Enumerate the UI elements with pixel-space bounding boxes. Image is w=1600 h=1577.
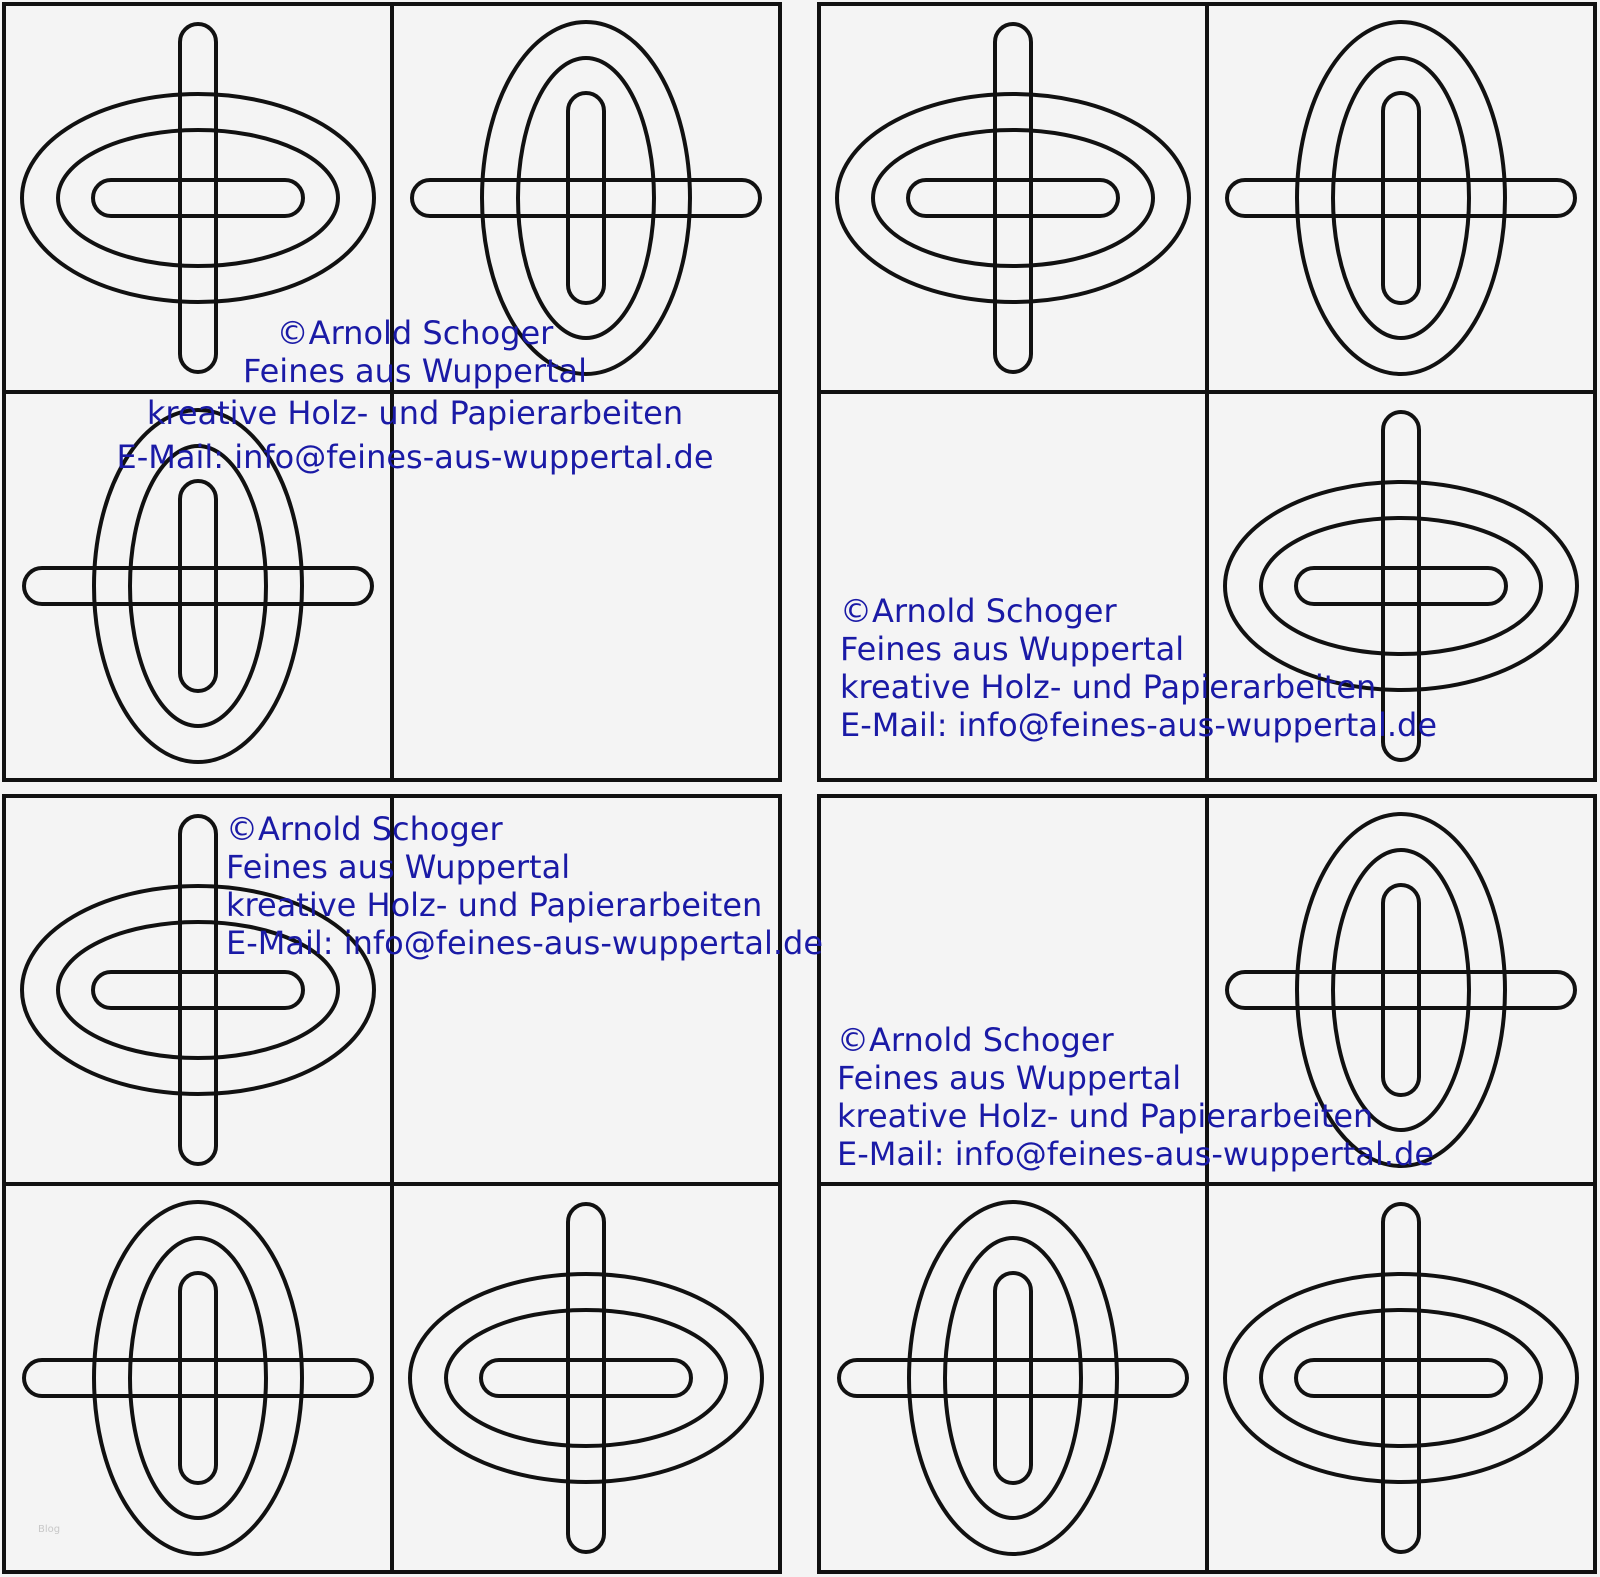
credit-line-email: E-Mail: info@feines-aus-wuppertal.de (837, 1135, 1435, 1173)
inner-bar (481, 1360, 691, 1396)
credit-line-tagline: kreative Holz- und Papierarbeiten (837, 1097, 1374, 1135)
inner-bar (1296, 1360, 1506, 1396)
cross-bar (24, 568, 372, 604)
credit-line-company: Feines aus Wuppertal (226, 848, 571, 886)
watermark-text: Blog (38, 1524, 61, 1535)
cross-bar (24, 1360, 372, 1396)
inner-bar (93, 180, 303, 216)
cross-bar (568, 1204, 604, 1552)
inner-ellipse (446, 1310, 726, 1446)
cross-bar (1227, 180, 1575, 216)
inner-ellipse (945, 1238, 1081, 1518)
panel-4 (819, 796, 1595, 1572)
motif-horizontal-9 (410, 1204, 762, 1552)
motif-vertical-11 (839, 1202, 1187, 1554)
inner-ellipse (58, 130, 338, 266)
inner-ellipse (518, 58, 654, 338)
outer-ellipse (1225, 1274, 1577, 1482)
credit-line-tagline: kreative Holz- und Papierarbeiten (840, 668, 1377, 706)
inner-ellipse (1333, 58, 1469, 338)
cross-bar (1383, 1204, 1419, 1552)
credit-block-top-left (110, 314, 720, 476)
inner-ellipse (130, 446, 266, 726)
credit-line-email: E-Mail: info@feines-aus-wuppertal.de (226, 924, 824, 962)
outer-ellipse (909, 1202, 1117, 1554)
panel-grid (4, 4, 1595, 1572)
inner-ellipse (873, 130, 1153, 266)
credit-line-email: E-Mail: info@feines-aus-wuppertal.de (840, 706, 1438, 744)
inner-ellipse (130, 1238, 266, 1518)
inner-bar (180, 481, 216, 691)
inner-bar (908, 180, 1118, 216)
inner-bar (568, 93, 604, 303)
inner-bar (995, 1273, 1031, 1483)
outer-ellipse (410, 1274, 762, 1482)
motif-horizontal-12 (1225, 1204, 1577, 1552)
credit-line-tagline: kreative Holz- und Papierarbeiten (146, 394, 684, 432)
credit-line-email: E-Mail: info@feines-aus-wuppertal.de (116, 438, 714, 476)
inner-ellipse (1261, 1310, 1541, 1446)
credit-block-bottom-left (226, 810, 823, 962)
cross-bar (839, 1360, 1187, 1396)
motif-horizontal-4 (837, 24, 1189, 372)
inner-bar (93, 972, 303, 1008)
credit-line-copyright: ©Arnold Schoger (837, 1021, 1114, 1059)
credit-line-tagline: kreative Holz- und Papierarbeiten (226, 886, 763, 924)
cross-bar (1227, 972, 1575, 1008)
motif-layer (22, 22, 1577, 1554)
credit-line-company: Feines aus Wuppertal (840, 630, 1185, 668)
motif-vertical-8 (24, 1202, 372, 1554)
cross-bar (180, 816, 216, 1164)
credit-block-top-right (840, 592, 1437, 744)
cross-bar (995, 24, 1031, 372)
inner-bar (180, 1273, 216, 1483)
credit-block-bottom-right (837, 1021, 1434, 1173)
credit-line-company: Feines aus Wuppertal (837, 1059, 1182, 1097)
credit-line-copyright: ©Arnold Schoger (276, 314, 554, 352)
motif-vertical-5 (1227, 22, 1575, 374)
credit-line-company: Feines aus Wuppertal (242, 352, 588, 390)
inner-bar (1383, 93, 1419, 303)
credit-line-copyright: ©Arnold Schoger (226, 810, 503, 848)
outer-ellipse (22, 94, 374, 302)
outer-ellipse (94, 1202, 302, 1554)
cross-bar (412, 180, 760, 216)
outer-ellipse (1297, 22, 1505, 374)
outer-ellipse (837, 94, 1189, 302)
credit-line-copyright: ©Arnold Schoger (840, 592, 1117, 630)
